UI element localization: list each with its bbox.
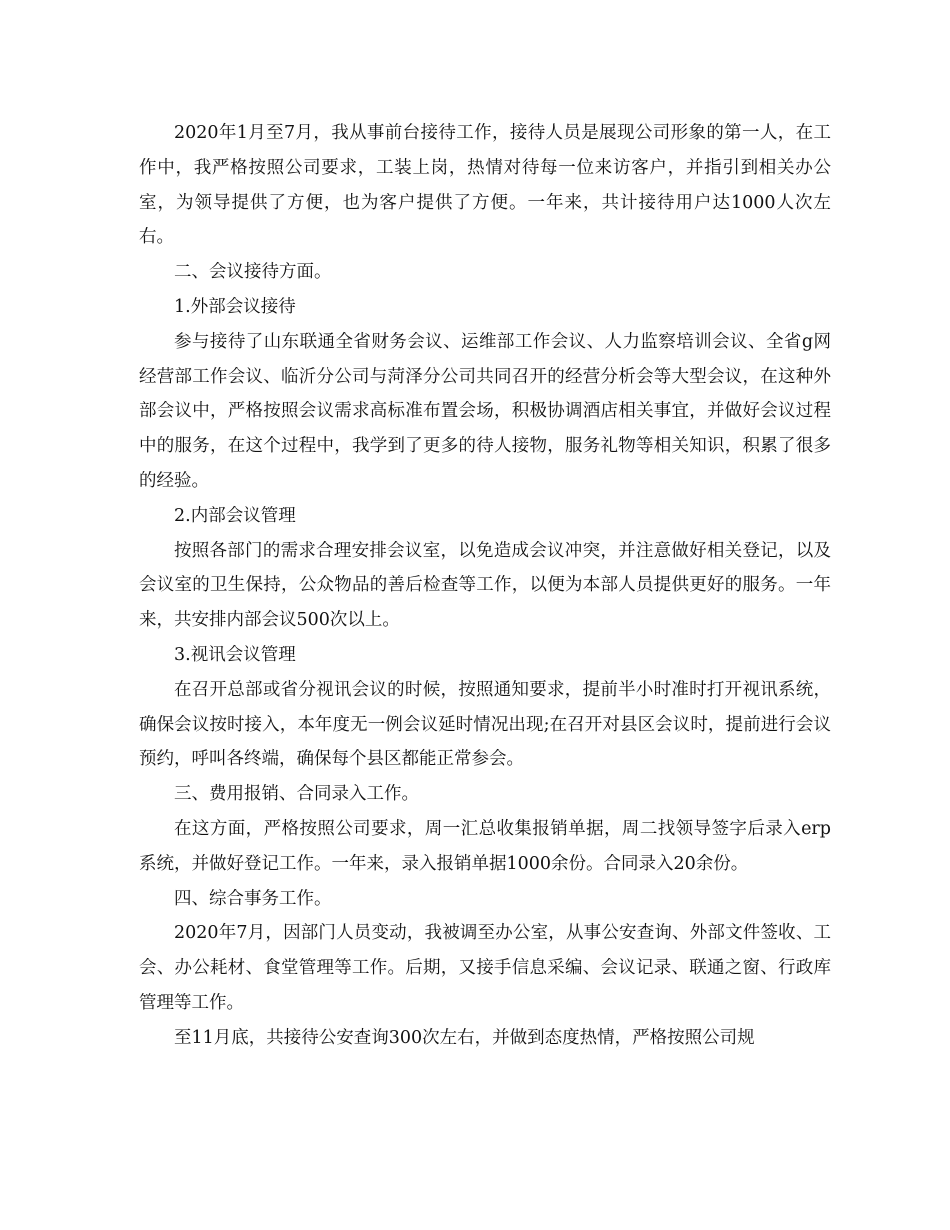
paragraph-expense-contract: 在这方面，严格按照公司要求，周一汇总收集报销单据，周二找领导签字后录入erp系统，并做好登记工作。一年来，录入报销单据1000余份。合同录入20余份。 <box>139 818 831 874</box>
subheading-internal-meetings: 2.内部会议管理 <box>174 505 296 526</box>
paragraph-police-inquiry: 至11月底，共接待公安查询300次左右，并做到态度热情，严格按照公司规 <box>174 1027 755 1048</box>
document-body <box>139 116 831 1056</box>
paragraph-internal-meetings: 按照各部门的需求合理安排会议室，以免造成会议冲突，并注意做好相关登记，以及会议室的卫生保持，公众物品的善后检查等工作，以便为本部人员提供更好的服务。一年来，共安排内部会议500次以上。 <box>139 540 831 631</box>
heading-general-affairs: 四、综合事务工作。 <box>174 888 332 909</box>
paragraph-general-affairs: 2020年7月，因部门人员变动，我被调至办公室，从事公安查询、外部文件签收、工会、办公耗材、食堂管理等工作。后期，又接手信息采编、会议记录、联通之窗、行政库管理等工作。 <box>139 923 831 1013</box>
paragraph-video-meetings: 在召开总部或省分视讯会议的时候，按照通知要求，提前半小时准时打开视讯系统，确保会议按时接入，本年度无一例会议延时情况出现;在召开对县区会议时，提前进行会议预约，呼叫各终端，确保每个县区都能正常参会。 <box>139 679 831 770</box>
heading-expense-contract: 三、费用报销、合同录入工作。 <box>174 784 419 805</box>
paragraph-external-meetings: 参与接待了山东联通全省财务会议、运维部工作会议、人力监察培训会议、全省g网经营部工作会议、临沂分公司与菏泽分公司共同召开的经营分析会等大型会议，在这种外部会议中，严格按照会议需求高标准布置会场，积极协调酒店相关事宜，并做好会议过程中的服务，在这个过程中，我学到了更多的待人接物，服务礼物等相关知识，积累了很多的经验。 <box>139 331 831 491</box>
heading-meeting-reception: 二、会议接待方面。 <box>174 262 332 283</box>
subheading-video-meetings: 3.视讯会议管理 <box>174 644 296 665</box>
subheading-external-meetings: 1.外部会议接待 <box>174 296 296 317</box>
paragraph-reception: 2020年1月至7月，我从事前台接待工作，接待人员是展现公司形象的第一人，在工作中，我严格按照公司要求，工装上岗，热情对待每一位来访客户，并指引到相关办公室，为领导提供了方便，也为客户提供了方便。一年来，共计接待用户达1000人次左右。 <box>139 123 831 248</box>
